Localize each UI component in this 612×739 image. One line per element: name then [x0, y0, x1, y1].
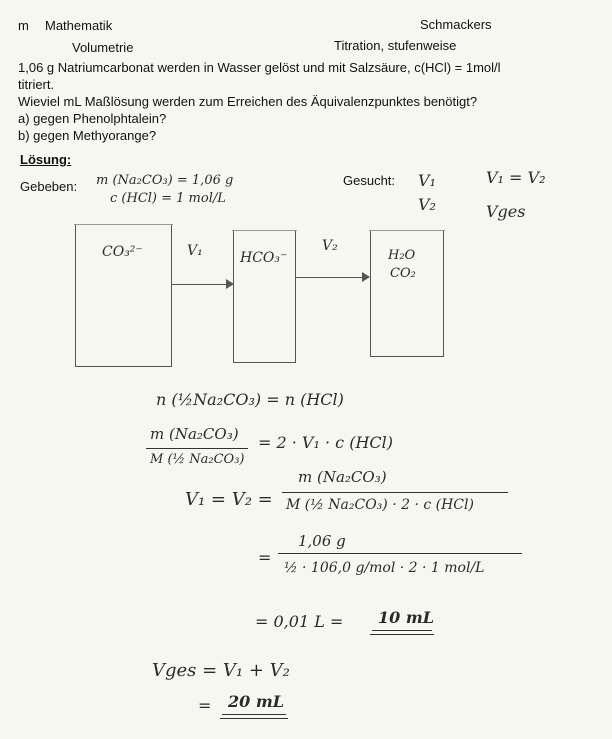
beaker-carbonate-label: CO₃²⁻ — [102, 244, 143, 260]
equation-2-rhs: = 2 · V₁ · c (HCl) — [258, 433, 393, 452]
arrow-v2 — [296, 277, 364, 278]
topic-right: Titration, stufenweise — [334, 38, 457, 53]
sought-equal-volumes: V₁ = V₂ — [486, 168, 546, 187]
result-10ml-underline-2 — [370, 634, 434, 635]
equation-3-lhs: V₁ = V₂ = — [185, 489, 273, 510]
equation-3-numerator: m (Na₂CO₃) — [298, 468, 387, 486]
arrow-v1 — [172, 284, 228, 285]
given-concentration: c (HCl) = 1 mol/L — [110, 191, 226, 206]
result-20ml-underline-2 — [220, 718, 288, 719]
arrow-v2-label: V₂ — [322, 238, 338, 254]
sought-label: Gesucht: — [343, 173, 396, 188]
equation-1: n (½Na₂CO₃) = n (HCl) — [156, 390, 344, 409]
beaker-co2-label: CO₂ — [390, 266, 416, 281]
equation-3-fraction-line — [282, 492, 508, 493]
task-line-1 — [18, 60, 501, 75]
equation-7-equals: = — [198, 696, 212, 715]
task-line-1-text: 1,06 g Natriumcarbonat werden in Wasser gelöst und mit Salzsäure, c(HCl) = 1 — [18, 60, 474, 75]
result-20ml-underline-1 — [222, 714, 286, 715]
author-name: Schmackers — [420, 17, 492, 32]
arrow-v1-label: V₁ — [187, 243, 203, 259]
equation-3-denominator: M (½ Na₂CO₃) · 2 · c (HCl) — [286, 497, 474, 513]
result-10ml: 10 mL — [378, 608, 435, 627]
task-line-1-unit: mol/l — [473, 60, 501, 75]
sought-v2: V₂ — [418, 195, 436, 214]
result-10ml-underline-1 — [372, 630, 432, 631]
given-label: Gebeben: — [20, 179, 78, 194]
topic-left: Volumetrie — [72, 40, 134, 55]
equation-2-denominator: M (½ Na₂CO₃) — [150, 452, 245, 467]
sought-total-volume: Vges — [486, 202, 526, 221]
subject-prefix: m — [18, 18, 29, 33]
task-question: Wieviel mL Maßlösung werden zum Erreichen des Äquivalenzpunktes benötigt? — [18, 94, 478, 109]
task-line-2: titriert. — [18, 77, 55, 92]
equation-2-fraction-line — [146, 448, 248, 449]
equation-4-denominator: ½ · 106,0 g/mol · 2 · 1 mol/L — [284, 560, 485, 576]
equation-4-fraction-line — [278, 553, 522, 554]
beaker-water-label: H₂O — [388, 248, 416, 263]
arrowhead-v2 — [362, 272, 370, 282]
given-mass: m (Na₂CO₃) = 1,06 g — [96, 173, 234, 188]
solution-heading: Lösung: — [20, 152, 72, 167]
beaker-hydrogencarbonate-label: HCO₃⁻ — [240, 250, 288, 266]
equation-5: = 0,01 L = — [255, 612, 344, 631]
equation-2-numerator: m (Na₂CO₃) — [150, 425, 239, 443]
sought-v1: V₁ — [418, 171, 436, 190]
equation-4-numerator: 1,06 g — [298, 532, 346, 550]
equation-4-equals: = — [258, 548, 272, 567]
task-part-b: b) gegen Methyorange? — [18, 128, 157, 143]
subject-title: Mathematik — [45, 18, 113, 33]
result-20ml: 20 mL — [228, 692, 285, 711]
task-part-a: a) gegen Phenolphtalein? — [18, 111, 167, 126]
equation-6: Vges = V₁ + V₂ — [152, 660, 290, 681]
